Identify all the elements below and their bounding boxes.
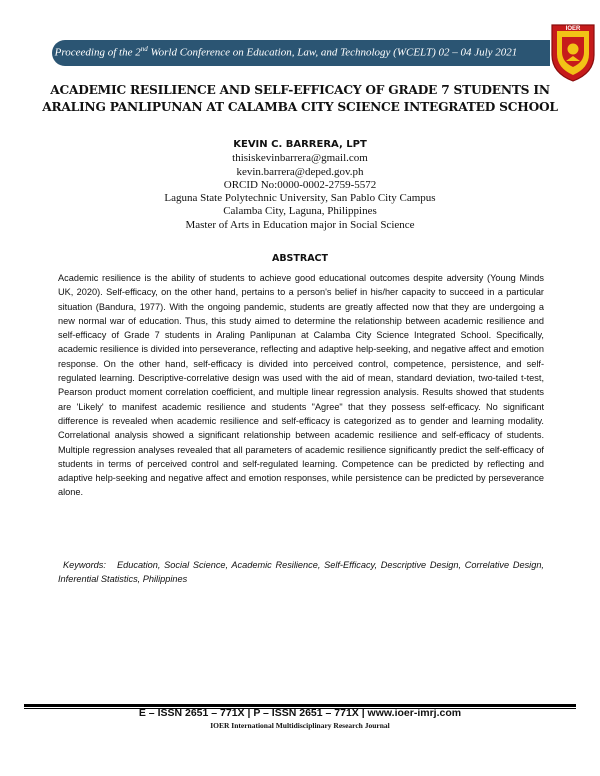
ioer-logo <box>549 21 597 83</box>
abstract-text: Academic resilience is the ability of students to achieve good educational outcomes despite adversity (Young Minds UK, 2020). Self-efficacy, on the other hand, pertains to a person's belief in his/her capacity to succeed in a particular situation (Bandura, 1977). With the ongoing pandemic, students are greatly affected now that they are undergoing a new normal war of education. Thus, this study aimed to determine the relationship between academic resilience and self-efficacy of Grade 7 students in Araling Panlipunan at Calamba City Science Integrated School. Specifically, academic resilience is divided into perseverance, reflecting and adaptive help-seeking, and negative affect and emotion response. On the other hand, self-efficacy is divided into perceived control, competence, persistence, and self-regulated learning. Descriptive-correlative design was used with the aid of mean, standard deviation, two-tailed t-test, Pearson product moment correlation coefficient, and multiple linear regression analysis. Results showed that students are 'Likely' to manifest academic resilience and students "Agree" that they possess self-efficacy. No significant difference is revealed when academic resilience and self-efficacy is categorized as to gender and learning modality. Correlational analysis showed a significant relationship between academic resilience and self-efficacy of students. Multiple regression analyses revealed that all parameters of academic resilience significantly predict the self-efficacy of students in terms of perceived control and self-regulated learning. Competence can be predicted by reflecting and adaptive help-seeking and negative affect and emotion responses, while persistence can be predicted by perseverance alone. <box>58 273 544 498</box>
author-orcid: ORCID No:0000-0002-2759-5572 <box>223 178 377 191</box>
svg-text:IOER: IOER <box>565 26 581 32</box>
author-location: Calamba City, Laguna, Philippines <box>223 205 377 218</box>
abstract-heading: ABSTRACT <box>271 253 329 264</box>
keywords <box>58 558 544 587</box>
conference-proceeding-text: Proceeding of the 2nd World Conference on Education, Law, and Technology (WCELT) 02 – 04 July 2021 <box>54 45 518 59</box>
author-university: Laguna State Polytechnic University, San Pablo City Campus <box>164 192 436 205</box>
author-degree: Master of Arts in Education major in Social Science <box>185 218 415 231</box>
conference-banner <box>52 40 550 66</box>
footer-journal-name: IOER International Multidisciplinary Research Journal <box>210 721 390 730</box>
footer-issn: E – ISSN 2651 – 771X | P – ISSN 2651 – 771X | www.ioer-imrj.com <box>138 707 462 719</box>
author-email-1: thisiskevinbarrera@gmail.com <box>232 152 368 165</box>
paper-title-line-2: ARALING PANLIPUNAN AT CALAMBA CITY SCIENCE INTEGRATED SCHOOL <box>42 100 558 114</box>
paper-title-line-1: ACADEMIC RESILIENCE AND SELF-EFFICACY OF GRADE 7 STUDENTS IN <box>50 83 550 97</box>
author-name: KEVIN C. BARRERA, LPT <box>233 139 367 150</box>
author-email-2: kevin.barrera@deped.gov.ph <box>236 165 364 178</box>
keywords-list: Education, Social Science, Academic Resilience, Self-Efficacy, Descriptive Design, Correlative Design, Inferential Statistics, Philippines <box>58 560 544 585</box>
author-block <box>0 138 600 232</box>
keywords-label: Keywords: <box>63 560 106 570</box>
paper-title <box>40 82 560 116</box>
